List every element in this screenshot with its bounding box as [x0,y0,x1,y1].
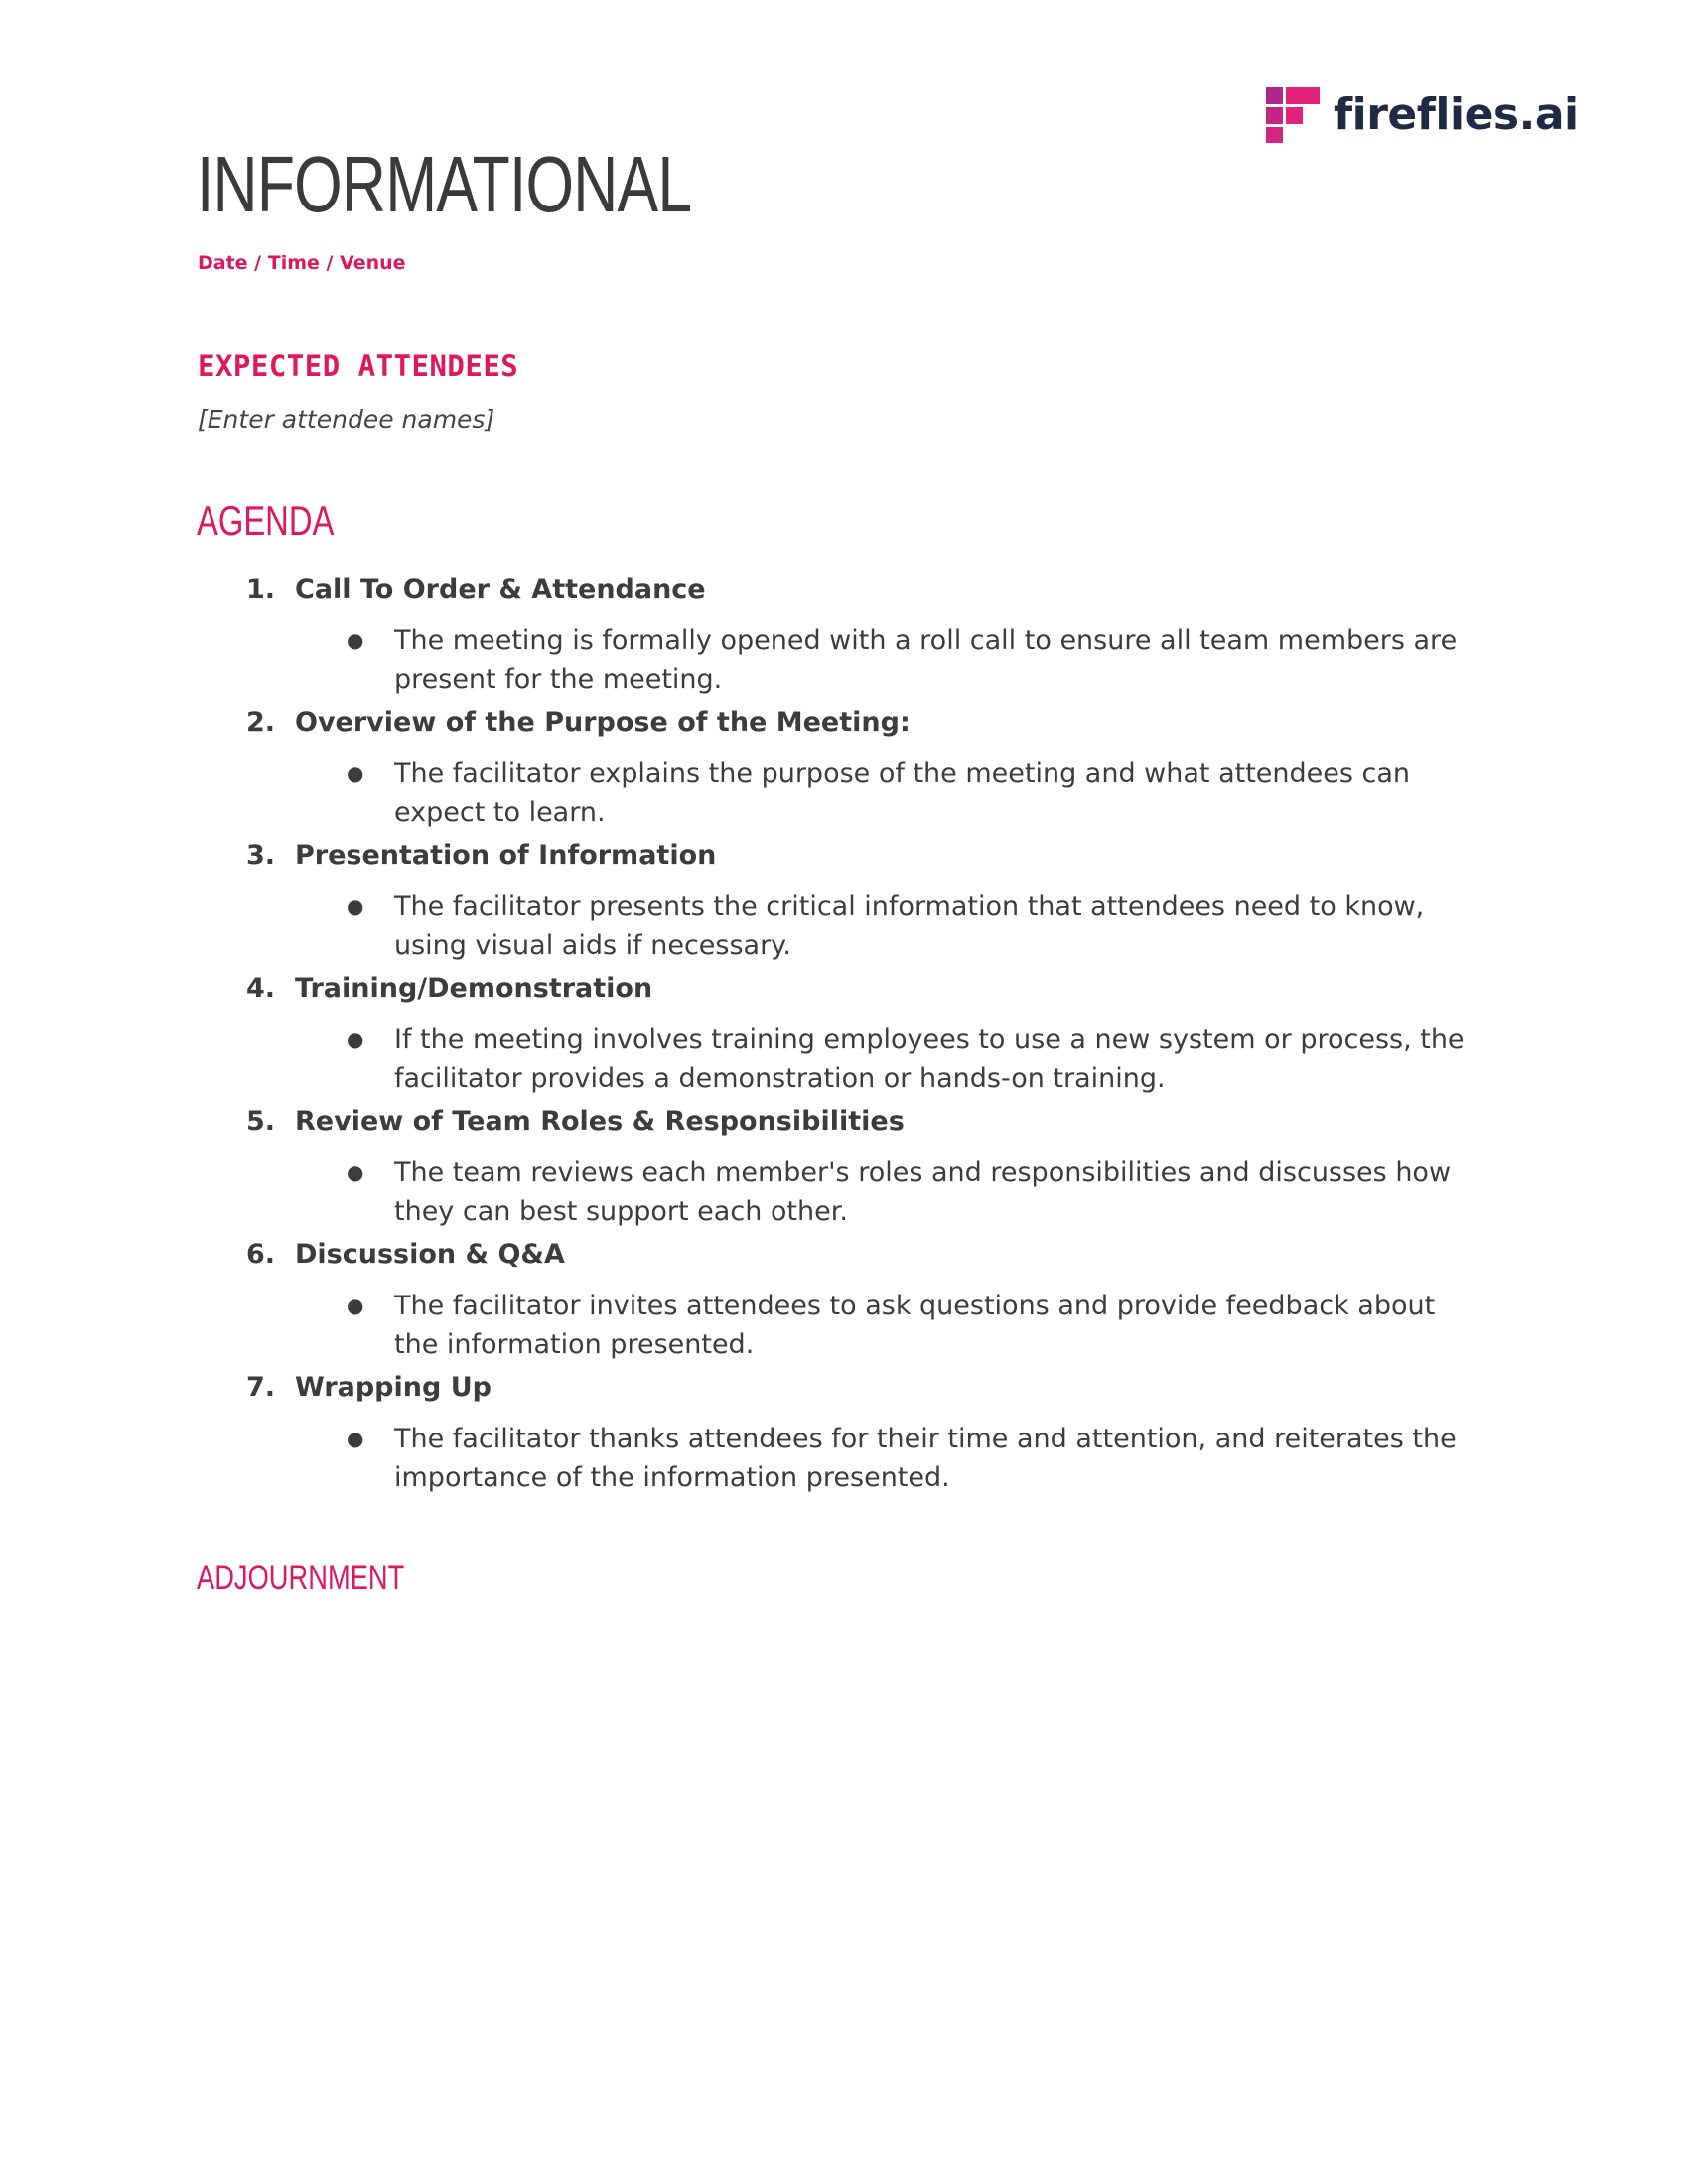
agenda-list [0,574,1688,1505]
agenda-item-title: Discussion & Q&A [295,1239,565,1270]
agenda-item-number: 4. [246,973,276,1004]
agenda-item-title: Review of Team Roles & Responsibilities [295,1106,905,1137]
bullet-icon: ● [347,894,364,918]
agenda-item-title: Presentation of Information [295,840,717,871]
agenda-item [0,1372,1688,1497]
agenda-item-description: The meeting is formally opened with a roll call to ensure all team members are present for the meeting. [394,625,1458,695]
agenda-item-number: 2. [246,707,276,738]
agenda-item-number: 1. [246,574,276,605]
agenda-item-number: 7. [246,1372,276,1403]
agenda-item [0,840,1688,965]
bullet-icon: ● [347,1027,364,1051]
agenda-item-description: The facilitator invites attendees to ask questions and provide feedback about the information presented. [394,1291,1436,1360]
agenda-item [0,973,1688,1098]
agenda-item [0,707,1688,832]
expected-attendees-heading: EXPECTED ATTENDEES [198,349,519,383]
agenda-item-description: The facilitator explains the purpose of the meeting and what attendees can expect to learn. [394,758,1411,828]
brand-name: fireflies.ai [1334,89,1579,140]
agenda-item-number: 3. [246,840,276,871]
agenda-item [0,574,1688,699]
agenda-item [0,1239,1688,1364]
agenda-item-description: The facilitator presents the critical information that attendees need to know, using visual aids if necessary. [394,891,1425,961]
agenda-item-title: Overview of the Purpose of the Meeting: [295,707,911,738]
bullet-icon: ● [347,628,364,652]
agenda-item-title: Call To Order & Attendance [295,574,706,605]
document-title: INFORMATIONAL [197,140,692,228]
attendee-names-placeholder: [Enter attendee names] [198,405,495,434]
date-time-venue: Date / Time / Venue [198,252,406,274]
bullet-icon: ● [347,1160,364,1184]
bullet-icon: ● [347,761,364,785]
agenda-heading: AGENDA [197,497,335,544]
fireflies-logo-icon [1266,87,1320,143]
agenda-item-number: 6. [246,1239,276,1270]
agenda-item-title: Training/Demonstration [295,973,653,1004]
bullet-icon: ● [347,1294,364,1317]
agenda-item-description: The facilitator thanks attendees for their time and attention, and reiterates the importance of the information presented. [394,1424,1457,1493]
adjournment-heading: ADJOURNMENT [197,1559,405,1597]
agenda-item-title: Wrapping Up [295,1372,492,1403]
agenda-item-number: 5. [246,1106,276,1137]
bullet-icon: ● [347,1427,364,1450]
fireflies-logo [1266,87,1579,143]
agenda-item-description: If the meeting involves training employees to use a new system or process, the facilitator provides a demonstration or hands-on training. [394,1024,1465,1094]
agenda-item [0,1106,1688,1231]
agenda-item-description: The team reviews each member's roles and responsibilities and discusses how they can best support each other. [394,1158,1452,1227]
